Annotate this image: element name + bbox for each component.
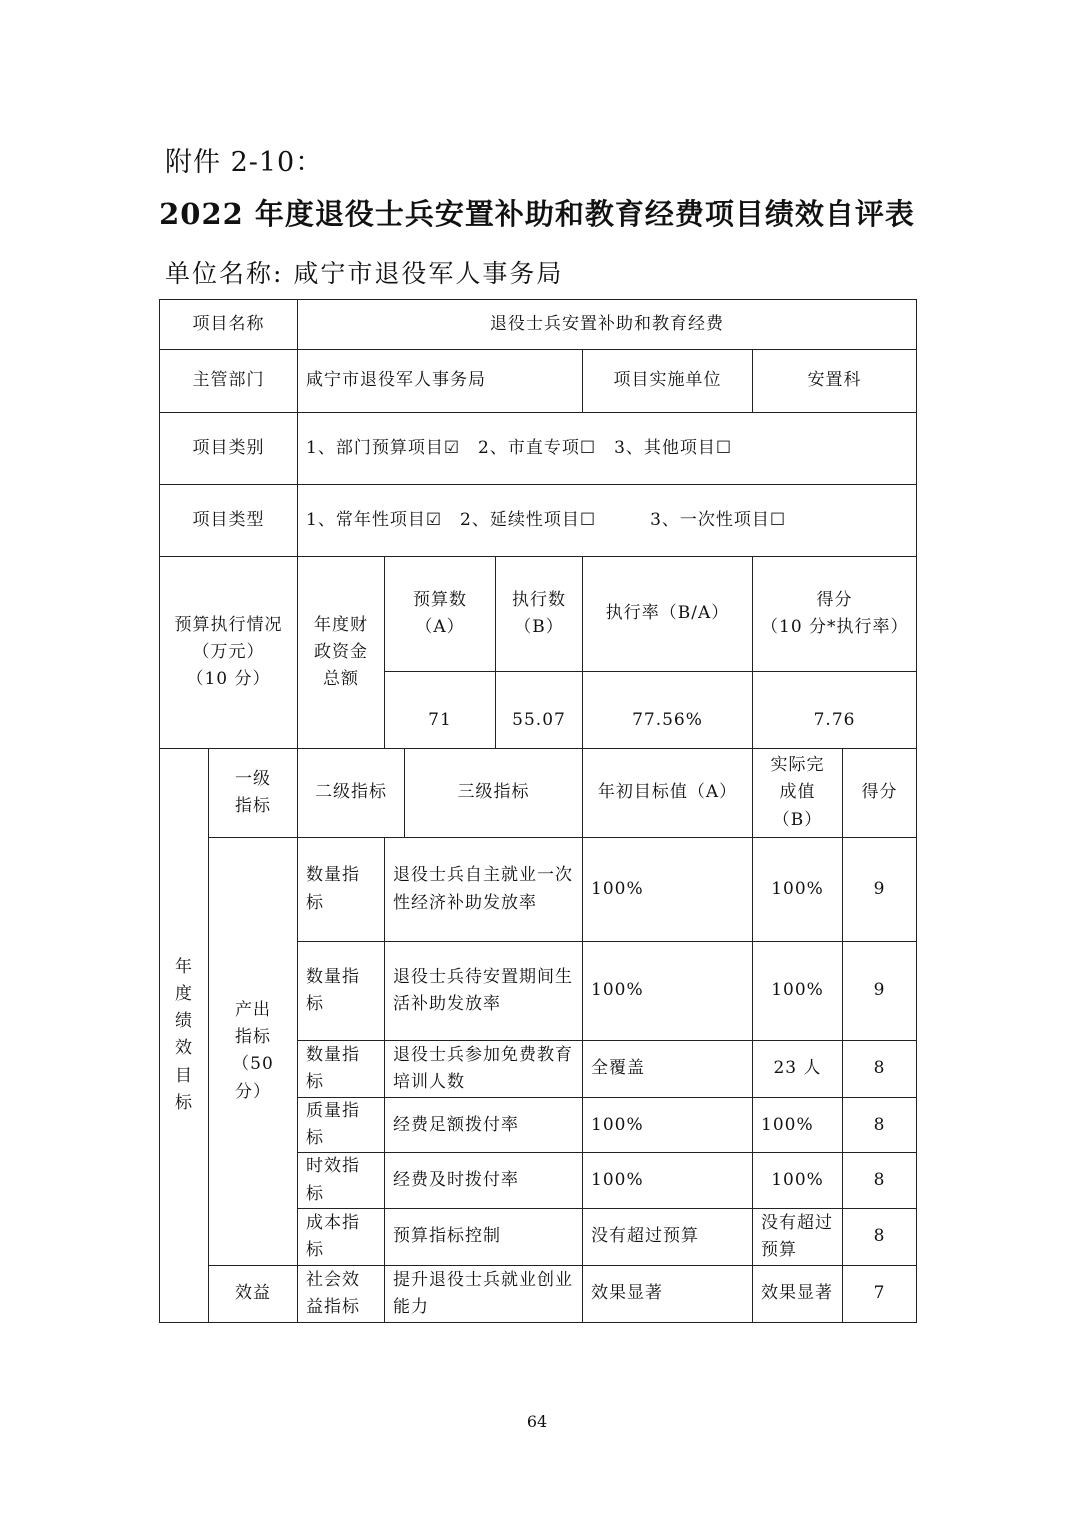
level2-cell: 数量指标 — [298, 942, 385, 1041]
exec-b-line: （B） — [514, 617, 564, 637]
score-cell: 9 — [843, 838, 917, 942]
perf-label-char: 绩 — [175, 1011, 193, 1032]
level3-cell: 退役士兵待安置期间生活补助发放率 — [385, 942, 583, 1041]
table-row — [160, 838, 917, 942]
budget-header-row — [160, 557, 917, 672]
level3-cell: 退役士兵自主就业一次性经济补助发放率 — [385, 838, 583, 942]
category-value: 1、部门预算项目☑ 2、市直专项☐ 3、其他项目☐ — [298, 413, 917, 485]
budget-label-line: （10 分） — [186, 669, 271, 690]
perf-label-char: 年 — [175, 956, 193, 977]
target-cell: 没有超过预算 — [583, 1208, 753, 1265]
perf-label-char: 度 — [175, 984, 193, 1004]
score-formula-line: 得分 — [816, 589, 853, 610]
actual-cell: 100% — [753, 838, 843, 942]
level1-header — [209, 749, 298, 838]
target-cell: 100% — [583, 1098, 753, 1153]
exec-b-label — [496, 557, 583, 672]
actual-cell: 100% — [753, 1153, 843, 1208]
level2-header: 二级指标 — [298, 749, 405, 838]
department-row — [160, 350, 917, 413]
budget-a-label: 预算数（A） — [385, 557, 496, 672]
category-row — [160, 413, 917, 485]
annual-fund-line: 政资金 — [314, 641, 368, 662]
page-number: 64 — [526, 1412, 548, 1431]
indicator-header-row — [160, 749, 917, 838]
perf-label-char: 效 — [175, 1038, 193, 1059]
evaluation-table — [159, 299, 917, 1323]
output-label-line: （50 分） — [232, 1054, 274, 1102]
level2-cell: 数量指标 — [298, 1041, 385, 1098]
budget-label-line: （万元） — [192, 641, 265, 662]
level1-header-line: 指标 — [235, 796, 271, 816]
annual-fund-line: 年度财 — [314, 614, 368, 635]
output-label-line: 指标 — [235, 1027, 271, 1048]
score-cell: 7 — [843, 1265, 917, 1322]
unit-name: 单位名称: 咸宁市退役军人事务局 — [165, 259, 564, 288]
target-cell: 全覆盖 — [583, 1041, 753, 1098]
level2-cell: 数量指标 — [298, 838, 385, 942]
budget-label-line: 预算执行情况 — [174, 614, 283, 635]
target-cell: 100% — [583, 1153, 753, 1208]
score-header: 得分 — [843, 749, 917, 838]
type-value: 1、常年性项目☑ 2、延续性项目☐ 3、一次性项目☐ — [298, 485, 917, 557]
level2-cell: 成本指标 — [298, 1208, 385, 1265]
actual-cell: 23 人 — [753, 1041, 843, 1098]
level2-cell: 时效指标 — [298, 1153, 385, 1208]
evaluation-table-frame — [159, 299, 916, 1317]
impl-label: 项目实施单位 — [583, 350, 753, 413]
level3-cell: 经费足额拨付率 — [385, 1098, 583, 1153]
actual-cell: 效果显著 — [753, 1265, 843, 1322]
level3-header: 三级指标 — [405, 749, 583, 838]
score-cell: 8 — [843, 1041, 917, 1098]
level3-cell: 退役士兵参加免费教育培训人数 — [385, 1041, 583, 1098]
level3-cell: 提升退役士兵就业创业能力 — [385, 1265, 583, 1322]
perf-label-char: 标 — [175, 1092, 193, 1113]
target-cell: 100% — [583, 838, 753, 942]
perf-label-char: 目 — [175, 1065, 193, 1086]
target-cell: 100% — [583, 942, 753, 1041]
type-label: 项目类型 — [160, 485, 298, 557]
score-cell: 8 — [843, 1208, 917, 1265]
impl-value: 安置科 — [753, 350, 917, 413]
category-label: 项目类别 — [160, 413, 298, 485]
level3-cell: 经费及时拨付率 — [385, 1153, 583, 1208]
target-header: 年初目标值（A） — [583, 749, 753, 838]
rate-value: 77.56% — [583, 672, 753, 749]
score-cell: 8 — [843, 1098, 917, 1153]
rate-label: 执行率（B/A） — [583, 557, 753, 672]
dept-value: 咸宁市退役军人事务局 — [298, 350, 583, 413]
project-name-label: 项目名称 — [160, 300, 298, 350]
actual-cell: 100% — [753, 942, 843, 1041]
benefit-indicator-label: 效益 — [209, 1265, 298, 1322]
annual-fund-label — [298, 557, 385, 749]
annual-performance-label — [160, 749, 209, 1323]
exec-b-value: 55.07 — [496, 672, 583, 749]
score-formula-label — [753, 557, 917, 672]
budget-execution-label — [160, 557, 298, 749]
level3-cell: 预算指标控制 — [385, 1208, 583, 1265]
output-label-line: 产出 — [235, 1000, 271, 1020]
score-cell: 8 — [843, 1153, 917, 1208]
dept-label: 主管部门 — [160, 350, 298, 413]
annual-fund-line: 总额 — [323, 669, 359, 690]
target-cell: 效果显著 — [583, 1265, 753, 1322]
output-indicator-label — [209, 838, 298, 1266]
score-cell: 9 — [843, 942, 917, 1041]
exec-b-line: 执行数 — [512, 589, 566, 610]
score-value: 7.76 — [753, 672, 917, 749]
score-formula-line: （10 分*执行率） — [761, 617, 909, 637]
table-row — [160, 1265, 917, 1322]
level2-cell: 质量指标 — [298, 1098, 385, 1153]
type-row — [160, 485, 917, 557]
budget-a-value: 71 — [385, 672, 496, 749]
actual-header-line: 成值（B） — [772, 782, 823, 830]
page-title: 2022 年度退役士兵安置补助和教育经费项目绩效自评表 — [159, 197, 915, 231]
actual-cell: 100% — [753, 1098, 843, 1153]
actual-cell: 没有超过预算 — [753, 1208, 843, 1265]
project-name-value: 退役士兵安置补助和教育经费 — [298, 300, 917, 350]
project-name-row — [160, 300, 917, 350]
level1-header-line: 一级 — [235, 768, 271, 789]
actual-header — [753, 749, 843, 838]
actual-header-line: 实际完 — [770, 755, 825, 776]
attachment-label: 附件 2-10： — [165, 147, 324, 178]
level2-cell: 社会效益指标 — [298, 1265, 385, 1322]
